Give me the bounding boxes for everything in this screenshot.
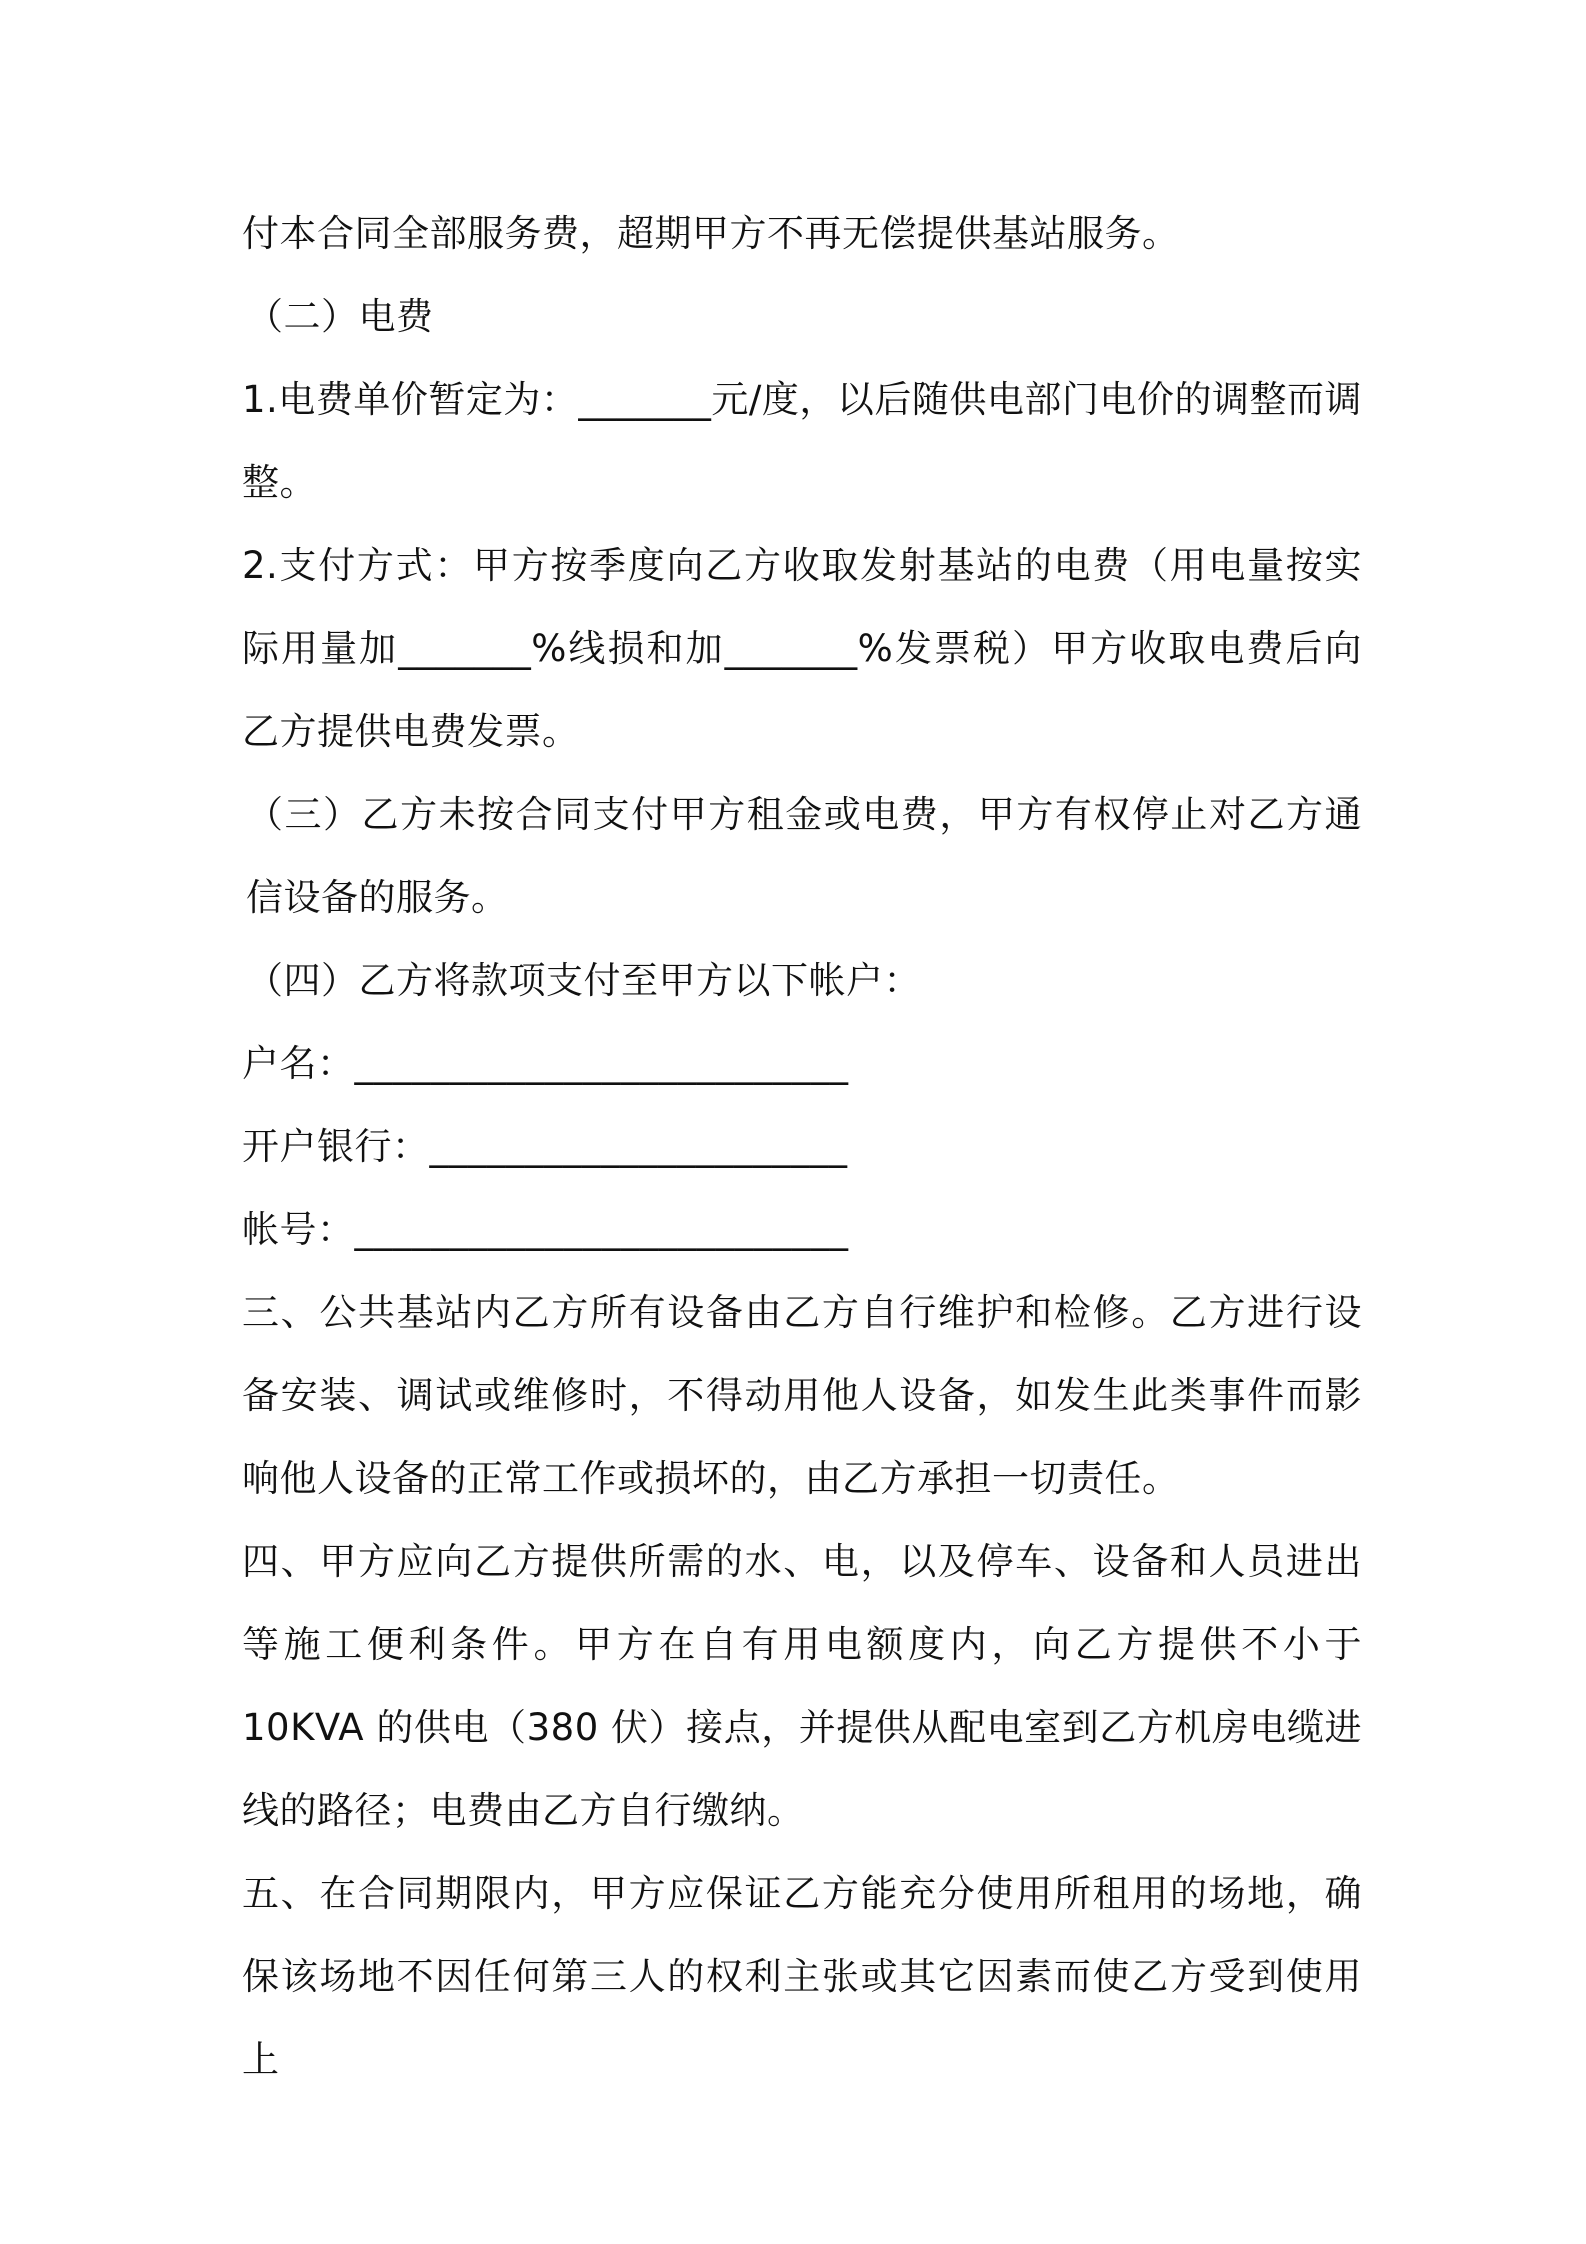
heading-electricity-fee: （二）电费 <box>246 295 434 338</box>
paragraph-service-fee-end: 付本合同全部服务费，超期甲方不再无偿提供基站服务。 <box>242 212 1180 255</box>
field-account-name: 户名：__________________________ <box>242 1042 849 1085</box>
document-body <box>242 192 1362 2101</box>
paragraph-payment-method: 2.支付方式：甲方按季度向乙方收取发射基站的电费（用电量按实际用量加_______%线损和加_______%发票税）甲方收取电费后向乙方提供电费发票。 <box>242 544 1362 753</box>
field-account-number: 帐号：__________________________ <box>242 1208 849 1251</box>
clause-five-site-use: 五、在合同期限内，甲方应保证乙方能充分使用所租用的场地，确保该场地不因任何第三人的权利主张或其它因素而使乙方受到使用上 <box>242 1872 1362 2081</box>
paragraph-account-intro: （四）乙方将款项支付至甲方以下帐户： <box>246 959 921 1002</box>
clause-three-maintenance: 三、公共基站内乙方所有设备由乙方自行维护和检修。乙方进行设备安装、调试或维修时，不得动用他人设备，如发生此类事件而影响他人设备的正常工作或损坏的，由乙方承担一切责任。 <box>242 1291 1362 1500</box>
paragraph-unit-price: 1.电费单价暂定为：_______元/度，以后随供电部门电价的调整而调整。 <box>242 378 1362 504</box>
field-bank-name: 开户银行：______________________ <box>242 1125 848 1168</box>
paragraph-non-payment: （三）乙方未按合同支付甲方租金或电费，甲方有权停止对乙方通信设备的服务。 <box>246 793 1362 919</box>
clause-four-utilities: 四、甲方应向乙方提供所需的水、电，以及停车、设备和人员进出等施工便利条件。甲方在自有用电额度内，向乙方提供不小于 10KVA 的供电（380 伏）接点，并提供从配电室到乙方机房电缆进线的路径；电费由乙方自行缴纳。 <box>242 1540 1362 1832</box>
